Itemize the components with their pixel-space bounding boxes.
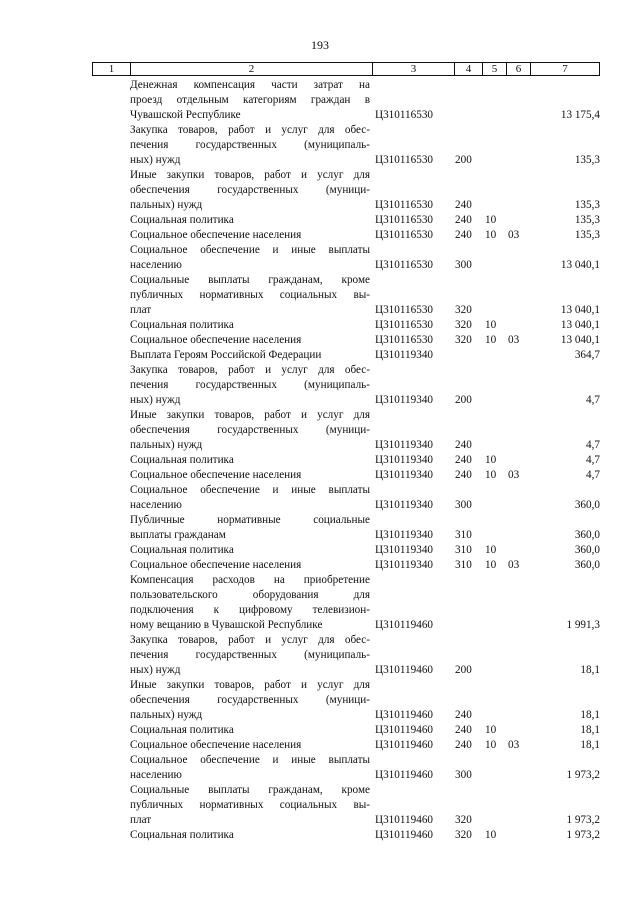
row-name-line: Социальное обеспечение населения <box>130 229 302 241</box>
row-name-line: проезд отдельным категориям граждан в <box>130 94 370 106</box>
row-code: Ц310119340 <box>375 529 434 541</box>
row-rz: 10 <box>485 739 497 751</box>
row-name-line: плат <box>130 814 152 826</box>
header-col-7: 7 <box>562 63 568 75</box>
row-vr: 240 <box>455 439 472 451</box>
table-row <box>0 828 640 843</box>
row-code: Ц310119460 <box>375 724 434 736</box>
row-sum: 135,3 <box>574 229 600 241</box>
table-row <box>0 543 640 558</box>
row-sum: 18,1 <box>580 739 600 751</box>
row-vr: 200 <box>455 664 472 676</box>
row-name-line: Социальная политика <box>130 724 234 736</box>
row-name-line: пальных) нужд <box>130 709 203 721</box>
row-code: Ц310119340 <box>375 544 434 556</box>
row-sum: 1 973,2 <box>566 769 600 781</box>
row-code: Ц310116530 <box>375 154 434 166</box>
row-name-line: населению <box>130 259 182 271</box>
row-vr: 320 <box>455 334 472 346</box>
table-row <box>0 123 640 168</box>
table-row <box>0 738 640 753</box>
row-code: Ц310119340 <box>375 439 434 451</box>
table-body <box>0 78 640 843</box>
row-code: Ц310116530 <box>375 214 434 226</box>
row-name-line: ных) нужд <box>130 154 181 166</box>
row-vr: 320 <box>455 829 472 841</box>
row-code: Ц310116530 <box>375 304 434 316</box>
row-name <box>130 78 370 123</box>
row-name-line: Социальное обеспечение населения <box>130 334 302 346</box>
row-vr: 300 <box>455 499 472 511</box>
table-row <box>0 408 640 453</box>
table-row <box>0 213 640 228</box>
row-name-line: Закупка товаров, работ и услуг для обес- <box>130 634 370 646</box>
row-name-line: пользовательского оборудования для <box>130 589 370 601</box>
row-name-line: Чувашской Республике <box>130 109 241 121</box>
row-pr: 03 <box>508 739 520 751</box>
table-row <box>0 228 640 243</box>
row-name-line: Компенсация расходов на приобретение <box>130 574 370 586</box>
table-row <box>0 483 640 513</box>
table-row <box>0 513 640 543</box>
row-name-line: Социальная политика <box>130 544 234 556</box>
row-code: Ц310119340 <box>375 394 434 406</box>
row-vr: 240 <box>455 454 472 466</box>
table-row <box>0 333 640 348</box>
row-name-line: подключения к цифровому телевизион- <box>130 604 370 616</box>
row-rz: 10 <box>485 544 497 556</box>
row-rz: 10 <box>485 229 497 241</box>
row-name <box>130 333 370 348</box>
row-name-line: Закупка товаров, работ и услуг для обес- <box>130 124 370 136</box>
row-name-line: Социальное обеспечение населения <box>130 469 302 481</box>
row-rz: 10 <box>485 469 497 481</box>
row-name <box>130 168 370 213</box>
row-name-line: Социальное обеспечение населения <box>130 739 302 751</box>
row-vr: 240 <box>455 724 472 736</box>
row-name-line: Иные закупки товаров, работ и услуг для <box>130 679 370 691</box>
row-code: Ц310119460 <box>375 769 434 781</box>
row-vr: 240 <box>455 469 472 481</box>
row-code: Ц310119460 <box>375 664 434 676</box>
row-rz: 10 <box>485 559 497 571</box>
row-name-line: Социальная политика <box>130 319 234 331</box>
table-row <box>0 168 640 213</box>
row-sum: 135,3 <box>574 199 600 211</box>
row-name <box>130 828 370 843</box>
row-name <box>130 453 370 468</box>
row-name-line: населению <box>130 499 182 511</box>
row-code: Ц310116530 <box>375 199 434 211</box>
table-row <box>0 633 640 678</box>
table-row <box>0 243 640 273</box>
row-name <box>130 273 370 318</box>
row-name <box>130 468 370 483</box>
row-pr: 03 <box>508 559 520 571</box>
header-col-2: 2 <box>131 63 373 75</box>
row-code: Ц310119460 <box>375 739 434 751</box>
row-code: Ц310119460 <box>375 829 434 841</box>
row-code: Ц310119460 <box>375 709 434 721</box>
table-row <box>0 558 640 573</box>
row-vr: 300 <box>455 769 472 781</box>
row-sum: 13 040,1 <box>560 304 600 316</box>
row-sum: 18,1 <box>580 724 600 736</box>
header-col-6: 6 <box>507 63 531 75</box>
row-name <box>130 363 370 408</box>
row-name-line: Социальное обеспечение населения <box>130 559 302 571</box>
row-name <box>130 228 370 243</box>
row-name <box>130 573 370 633</box>
row-sum: 360,0 <box>574 544 600 556</box>
row-name-line: Социальное обеспечение и иные выплаты <box>130 244 370 256</box>
row-sum: 13 040,1 <box>560 259 600 271</box>
row-vr: 240 <box>455 214 472 226</box>
header-col-1: 1 <box>93 63 131 75</box>
row-name-line: пальных) нужд <box>130 199 203 211</box>
row-name <box>130 483 370 513</box>
table-row <box>0 273 640 318</box>
row-rz: 10 <box>485 724 497 736</box>
row-vr: 240 <box>455 199 472 211</box>
row-sum: 18,1 <box>580 709 600 721</box>
row-name-line: Социальная политика <box>130 214 234 226</box>
row-sum: 360,0 <box>574 499 600 511</box>
row-name-line: плат <box>130 304 152 316</box>
row-sum: 13 040,1 <box>560 319 600 331</box>
row-name-line: ных) нужд <box>130 664 181 676</box>
row-sum: 13 175,4 <box>560 109 600 121</box>
row-name-line: печения государственных (муниципаль- <box>130 139 370 151</box>
row-rz: 10 <box>485 214 497 226</box>
row-name <box>130 318 370 333</box>
row-name <box>130 738 370 753</box>
row-name-line: Социальные выплаты гражданам, кроме <box>130 274 370 286</box>
row-name <box>130 783 370 828</box>
row-vr: 240 <box>455 229 472 241</box>
row-vr: 310 <box>455 559 472 571</box>
header-col-5: 5 <box>483 63 507 75</box>
row-name-line: ных) нужд <box>130 394 181 406</box>
row-code: Ц310116530 <box>375 319 434 331</box>
table-row <box>0 723 640 738</box>
header-col-3: 3 <box>373 63 455 75</box>
row-code: Ц310116530 <box>375 109 434 121</box>
row-code: Ц310119340 <box>375 349 434 361</box>
row-sum: 1 973,2 <box>566 829 600 841</box>
table-row <box>0 678 640 723</box>
table-header <box>92 62 600 76</box>
row-name <box>130 633 370 678</box>
row-name-line: Социальное обеспечение и иные выплаты <box>130 484 370 496</box>
row-name-line: Социальная политика <box>130 829 234 841</box>
row-vr: 320 <box>455 319 472 331</box>
row-name-line: обеспечения государственных (муници- <box>130 184 370 196</box>
row-vr: 200 <box>455 154 472 166</box>
row-code: Ц310119340 <box>375 499 434 511</box>
row-name <box>130 243 370 273</box>
row-code: Ц310116530 <box>375 334 434 346</box>
table-row <box>0 468 640 483</box>
row-sum: 364,7 <box>574 349 600 361</box>
row-name-line: Иные закупки товаров, работ и услуг для <box>130 169 370 181</box>
table-row <box>0 348 640 363</box>
page-number: 193 <box>311 38 329 52</box>
header-col-4: 4 <box>455 63 483 75</box>
row-sum: 4,7 <box>586 394 600 406</box>
row-sum: 4,7 <box>586 454 600 466</box>
table-row <box>0 453 640 468</box>
row-sum: 135,3 <box>574 154 600 166</box>
row-name-line: печения государственных (муниципаль- <box>130 379 370 391</box>
row-name-line: Выплата Героям Российской Федерации <box>130 349 322 361</box>
row-vr: 200 <box>455 394 472 406</box>
row-vr: 310 <box>455 544 472 556</box>
row-name <box>130 513 370 543</box>
row-name-line: печения государственных (муниципаль- <box>130 649 370 661</box>
row-vr: 240 <box>455 709 472 721</box>
row-code: Ц310119340 <box>375 454 434 466</box>
row-name <box>130 213 370 228</box>
row-name-line: Социальное обеспечение и иные выплаты <box>130 754 370 766</box>
row-name-line: публичных нормативных социальных вы- <box>130 289 370 301</box>
row-name-line: ному вещанию в Чувашской Республике <box>130 619 323 631</box>
row-name <box>130 348 370 363</box>
row-rz: 10 <box>485 319 497 331</box>
row-vr: 240 <box>455 739 472 751</box>
row-sum: 1 973,2 <box>566 814 600 826</box>
row-rz: 10 <box>485 334 497 346</box>
row-sum: 18,1 <box>580 664 600 676</box>
row-vr: 320 <box>455 814 472 826</box>
table-row <box>0 318 640 333</box>
row-sum: 360,0 <box>574 529 600 541</box>
table-row <box>0 78 640 123</box>
row-name <box>130 753 370 783</box>
row-name-line: обеспечения государственных (муници- <box>130 694 370 706</box>
row-vr: 310 <box>455 529 472 541</box>
row-name <box>130 408 370 453</box>
row-name-line: Социальная политика <box>130 454 234 466</box>
row-name <box>130 723 370 738</box>
row-name-line: публичных нормативных социальных вы- <box>130 799 370 811</box>
row-pr: 03 <box>508 229 520 241</box>
table-row <box>0 363 640 408</box>
row-vr: 300 <box>455 259 472 271</box>
row-code: Ц310119340 <box>375 469 434 481</box>
table-row <box>0 573 640 633</box>
row-name-line: выплаты гражданам <box>130 529 226 541</box>
row-name <box>130 678 370 723</box>
row-name-line: Денежная компенсация части затрат на <box>130 79 370 91</box>
row-code: Ц310116530 <box>375 259 434 271</box>
row-name <box>130 123 370 168</box>
row-code: Ц310119460 <box>375 814 434 826</box>
row-name <box>130 543 370 558</box>
row-name-line: Закупка товаров, работ и услуг для обес- <box>130 364 370 376</box>
row-sum: 135,3 <box>574 214 600 226</box>
row-vr: 320 <box>455 304 472 316</box>
row-rz: 10 <box>485 829 497 841</box>
row-name-line: населению <box>130 769 182 781</box>
row-pr: 03 <box>508 469 520 481</box>
row-name-line: Публичные нормативные социальные <box>130 514 370 526</box>
table-row <box>0 753 640 783</box>
row-sum: 4,7 <box>586 439 600 451</box>
row-rz: 10 <box>485 454 497 466</box>
table-row <box>0 783 640 828</box>
row-name-line: Иные закупки товаров, работ и услуг для <box>130 409 370 421</box>
row-pr: 03 <box>508 334 520 346</box>
row-code: Ц310116530 <box>375 229 434 241</box>
row-sum: 13 040,1 <box>560 334 600 346</box>
row-name <box>130 558 370 573</box>
row-sum: 360,0 <box>574 559 600 571</box>
row-name-line: пальных) нужд <box>130 439 203 451</box>
row-code: Ц310119340 <box>375 559 434 571</box>
row-name-line: Социальные выплаты гражданам, кроме <box>130 784 370 796</box>
row-sum: 4,7 <box>586 469 600 481</box>
row-code: Ц310119460 <box>375 619 434 631</box>
row-name-line: обеспечения государственных (муници- <box>130 424 370 436</box>
row-sum: 1 991,3 <box>566 619 600 631</box>
